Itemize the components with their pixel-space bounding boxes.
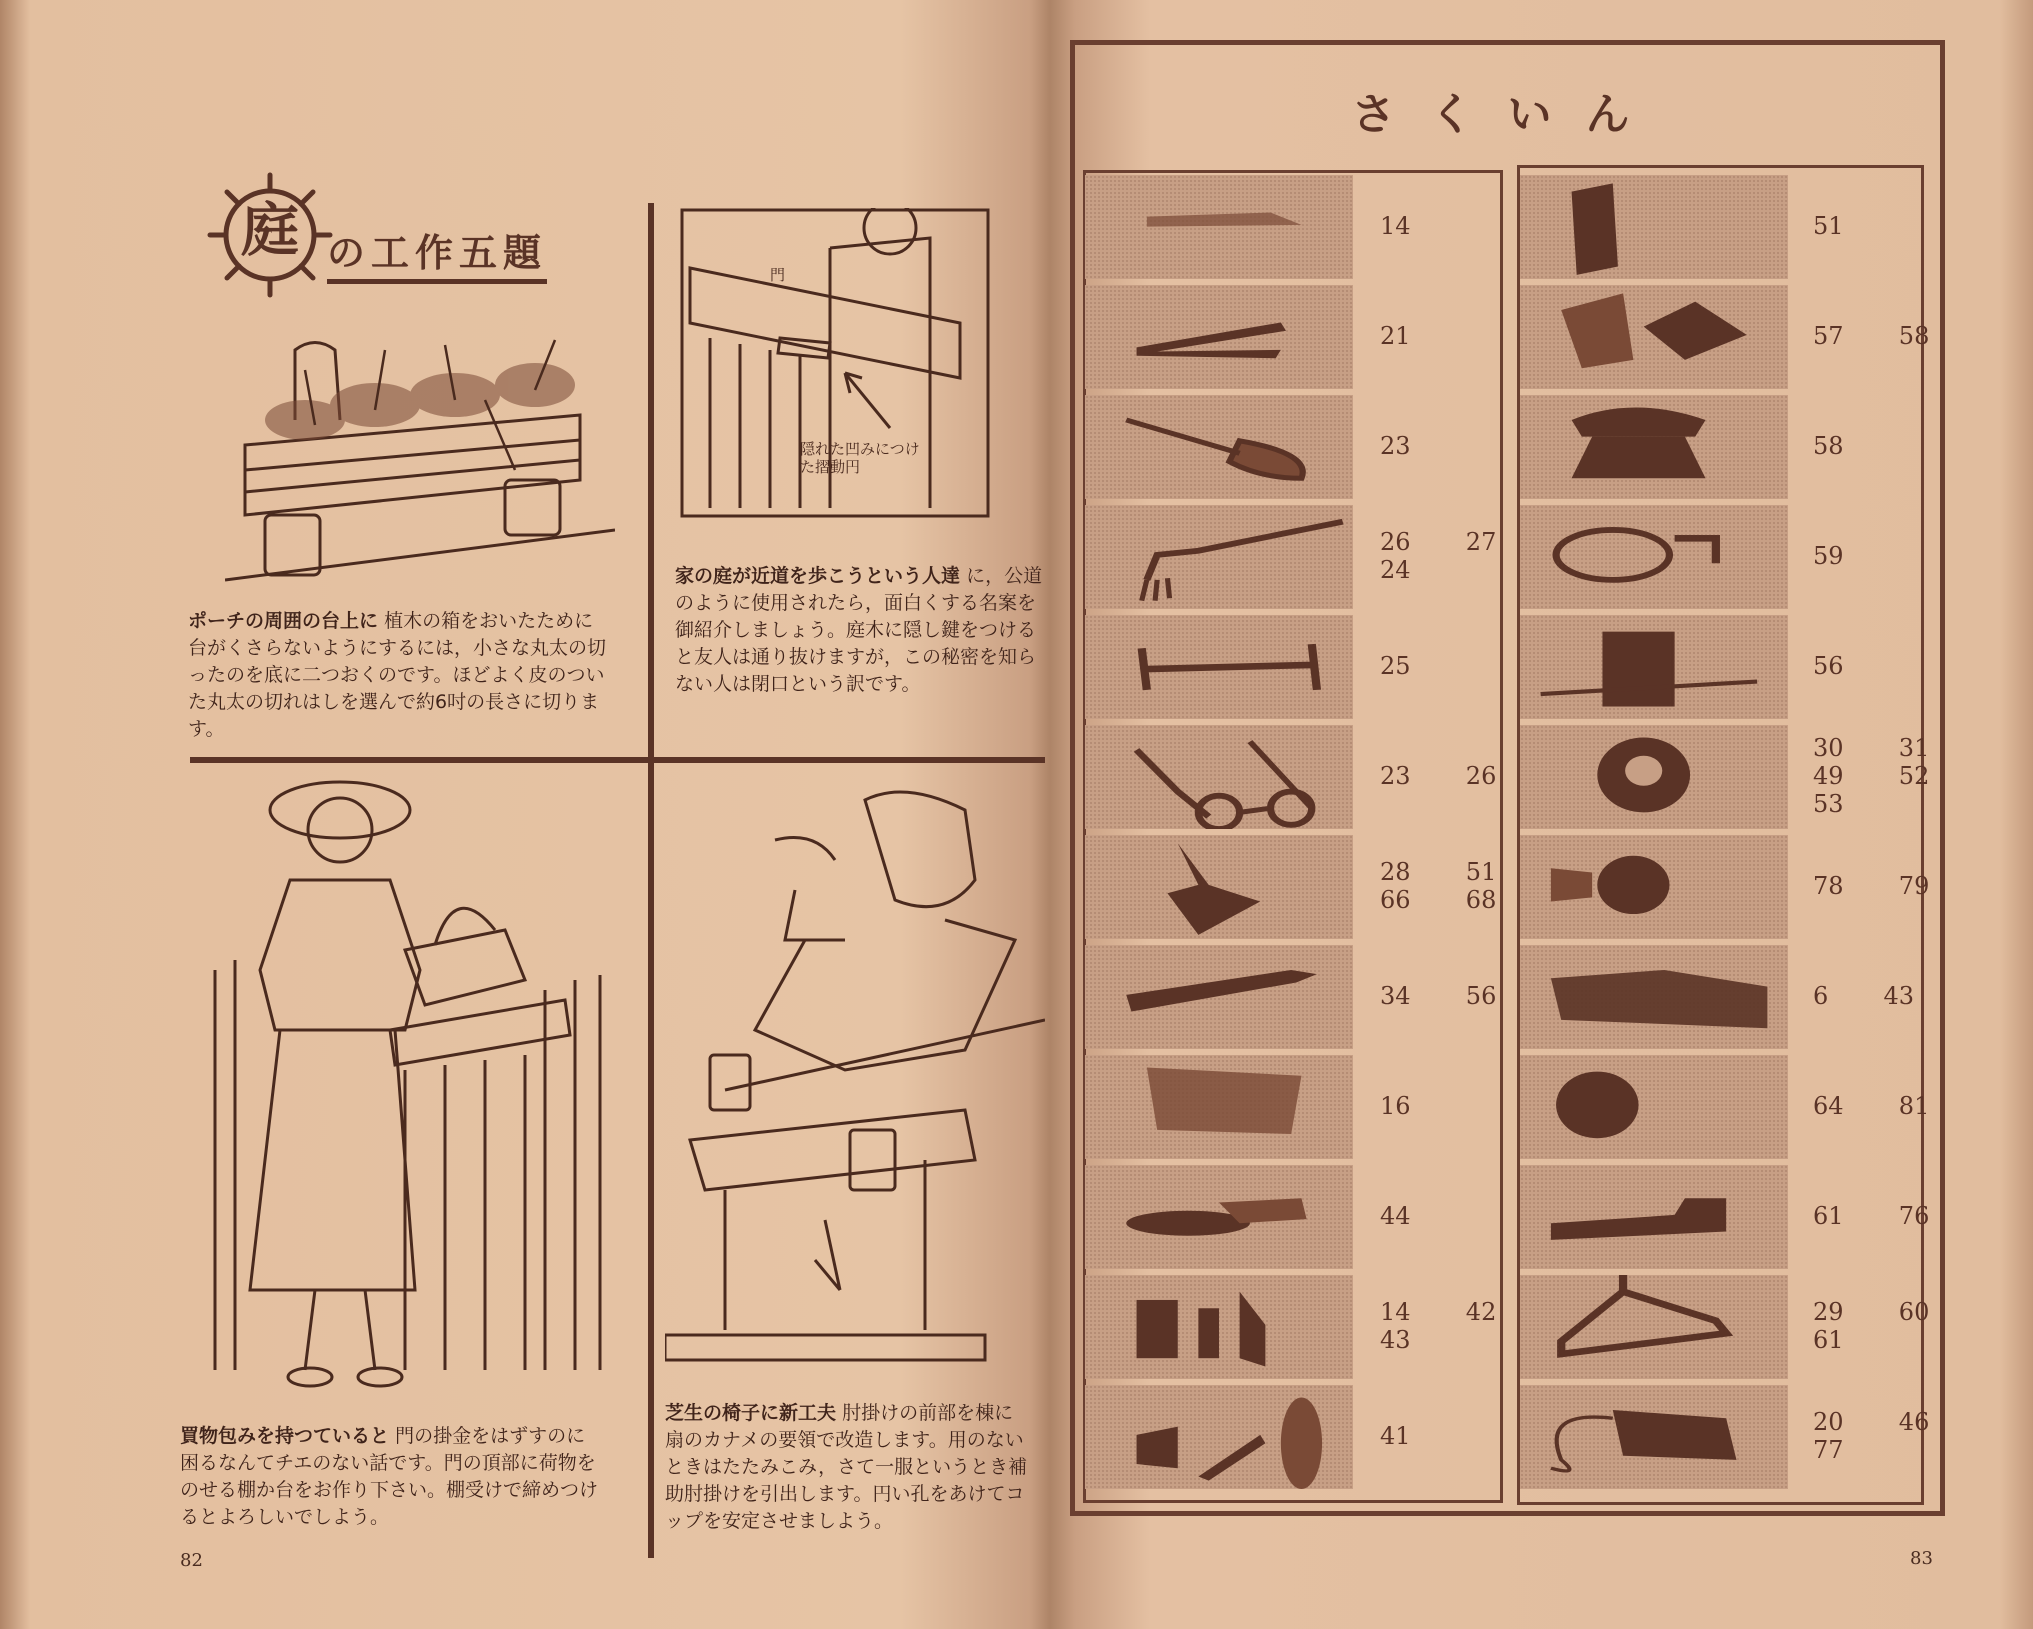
- page-title: [205, 170, 605, 290]
- gate-caption-lead: 家の庭が近道を歩こうという人達: [675, 565, 961, 587]
- index-entry-pages: 16: [1380, 1092, 1411, 1120]
- index-entry-pages: 26 27 24: [1380, 528, 1497, 584]
- index-entry: [1085, 285, 1485, 395]
- dustpan-icon: [1520, 285, 1788, 389]
- round-ball-icon: [1520, 1055, 1788, 1159]
- coffee-pot-icon: [1520, 175, 1788, 279]
- index-entry: [1520, 835, 1930, 945]
- planter-caption-body: 植木の箱をおいたために台がくさらないようにするには，小さな丸太の切ったのを底に二つおくのです。ほどよく皮のついた丸太の切れはしを選んで約6吋の長さに切ります。: [188, 610, 607, 740]
- chair-caption-body: 肘掛けの前部を棟に扇のカナメの要領で改造します。用のないときはたたみこみ，さて一服というとき補助肘掛けを引出します。円い孔をあけてコップを安定させましよう。: [665, 1402, 1028, 1532]
- index-entry-pages: 6 43: [1813, 982, 1915, 1010]
- index-entry: [1085, 835, 1497, 945]
- pencil-icon: [1085, 945, 1353, 1049]
- index-entry-pages: 59: [1813, 542, 1844, 570]
- jars-and-bottles-icon: [1085, 1275, 1353, 1379]
- index-entry-pages: 14 42 43: [1380, 1298, 1497, 1354]
- index-entry-pages: 34 56: [1380, 982, 1497, 1010]
- divider-vertical: [648, 203, 654, 1558]
- index-entry-pages: 14: [1380, 212, 1411, 240]
- garden-fork-icon: [1085, 505, 1353, 609]
- hidden-gate-latch-illustration: [680, 208, 990, 518]
- index-entry-pages: 28 51 66 68: [1380, 858, 1497, 914]
- page-number-right: 83: [1910, 1548, 1933, 1569]
- index-entry: [1085, 1165, 1485, 1275]
- index-entry: [1085, 1275, 1497, 1385]
- index-entry-pages: 29 60 61: [1813, 1298, 1930, 1354]
- title-text: の工作五題: [327, 222, 547, 284]
- chair-caption: [665, 1400, 1030, 1535]
- clothespin-clamp-icon: [1085, 285, 1353, 389]
- broom-head-icon: [1085, 175, 1353, 279]
- folded-cloth-icon: [1085, 1055, 1353, 1159]
- gate-note-line-1: 隠れた凹みにつけ: [800, 440, 920, 458]
- index-entry-pages: 78 79: [1813, 872, 1930, 900]
- coat-hanger-icon: [1520, 1275, 1788, 1379]
- page-number-left: 82: [180, 1550, 203, 1571]
- divider-horizontal: [190, 757, 1045, 763]
- shelf-caption-lead: 買物包みを持つていると: [180, 1425, 390, 1447]
- index-entry-pages: 23 26: [1380, 762, 1497, 790]
- index-entry-pages: 41: [1380, 1422, 1411, 1450]
- glove-icon: [1520, 945, 1788, 1049]
- woman-gate-shelf-illustration: [205, 770, 625, 1410]
- index-entry-pages: 51: [1813, 212, 1844, 240]
- index-entry: [1085, 945, 1497, 1055]
- index-entry: [1520, 615, 1920, 725]
- index-entry: [1520, 725, 1930, 835]
- index-entry: [1520, 1385, 1930, 1495]
- planter-caption-lead: ポーチの周囲の台上に: [188, 610, 379, 632]
- index-entry-pages: 56: [1813, 652, 1844, 680]
- tape-roll-icon: [1520, 725, 1788, 829]
- index-entry: [1520, 1275, 1930, 1385]
- index-entry: [1085, 725, 1497, 835]
- index-entry: [1520, 1055, 1930, 1165]
- index-title: さくいん: [1351, 89, 1664, 140]
- trowel-icon: [1085, 835, 1353, 939]
- index-entry: [1520, 285, 1930, 395]
- index-entry: [1085, 615, 1485, 725]
- index-entry: [1520, 395, 1920, 505]
- index-entry: [1085, 395, 1485, 505]
- title-kanji: 庭: [240, 196, 299, 264]
- index-entry: [1085, 175, 1485, 285]
- shelf-caption: [180, 1423, 600, 1531]
- telephone-icon: [1520, 395, 1788, 499]
- index-entry: [1520, 1165, 1930, 1275]
- knife-and-hook-icon: [1085, 1385, 1353, 1489]
- index-entry-pages: 20 46 77: [1813, 1408, 1930, 1464]
- gate-caption: [675, 563, 1045, 698]
- index-entry: [1085, 505, 1497, 615]
- gate-caption-body: に，公道のように使用されたら，面白くする名案を御紹介しましょう。庭木に隠し鍵をつけると友人は通り抜けますが，この秘密を知らない人は閉口という訳です。: [675, 565, 1043, 695]
- planter-caption: [188, 608, 608, 743]
- index-entry-pages: 61 76: [1813, 1202, 1930, 1230]
- shelf-caption-body: 門の掛金をはずすのに困るなんてチエのない話です。門の頂部に荷物をのせる棚か台をお作り下さい。棚受けで締めつけるとよろしいでしよう。: [180, 1425, 599, 1528]
- index-entry: [1085, 1055, 1485, 1165]
- index-entry-pages: 57 58: [1813, 322, 1930, 350]
- index-entry-pages: 58: [1813, 432, 1844, 460]
- garden-hose-faucet-icon: [1520, 505, 1788, 609]
- vise-and-scraper-icon: [1520, 615, 1788, 719]
- whisk-brush-icon: [1085, 395, 1353, 499]
- gate-note: [800, 440, 920, 476]
- planter-box-illustration: [225, 330, 615, 600]
- chair-caption-lead: 芝生の椅子に新工夫: [665, 1402, 837, 1424]
- index-entry-pages: 44: [1380, 1202, 1411, 1230]
- light-bulb-icon: [1520, 835, 1788, 939]
- gate-label: 門: [770, 266, 786, 284]
- pipe-wrench-icon: [1520, 1165, 1788, 1269]
- index-entry-pages: 25: [1380, 652, 1411, 680]
- flat-iron-icon: [1085, 1165, 1353, 1269]
- index-entry: [1520, 945, 1920, 1055]
- index-entry-pages: 23: [1380, 432, 1411, 460]
- electric-iron-icon: [1520, 1385, 1788, 1489]
- eyeglasses-icon: [1085, 725, 1353, 829]
- index-entry: [1520, 505, 1920, 615]
- index-entry-pages: 30 31 49 52 53: [1813, 734, 1930, 818]
- gate-note-line-2: た摺動円: [800, 458, 861, 476]
- sawhorse-bench-icon: [1085, 615, 1353, 719]
- index-entry-pages: 64 81: [1813, 1092, 1930, 1120]
- index-entry: [1085, 1385, 1485, 1495]
- index-entry-pages: 21: [1380, 322, 1411, 350]
- index-entry: [1520, 175, 1920, 285]
- man-lawn-chair-illustration: [665, 770, 1045, 1410]
